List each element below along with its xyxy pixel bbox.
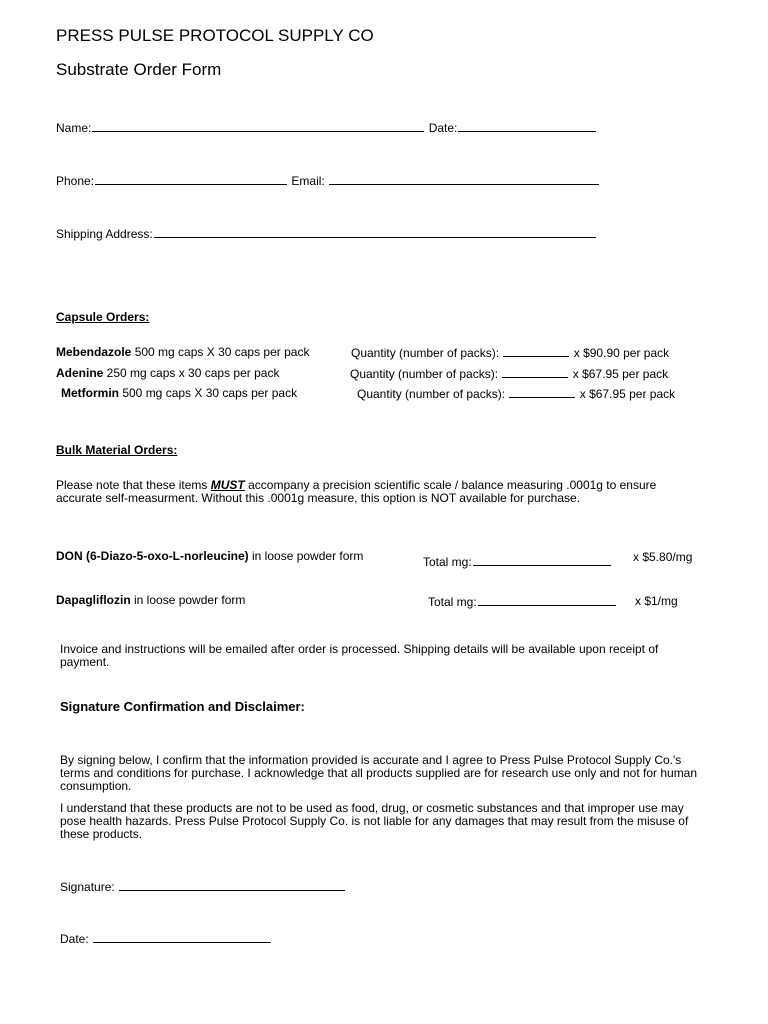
signature-heading: Signature Confirmation and Disclaimer: — [60, 699, 305, 714]
item-desc: 500 mg caps X 30 caps per pack — [119, 386, 298, 400]
bulk-item-dapagliflozin — [56, 593, 245, 607]
item-name: DON (6-Diazo-5-oxo-L-norleucine) — [56, 549, 249, 563]
bulk-note-text-1: Please note that these items — [56, 478, 211, 492]
item-desc: in loose powder form — [130, 593, 246, 607]
capsule-qty-adenine — [350, 366, 668, 381]
date-label: Date: — [428, 121, 458, 135]
invoice-note: Invoice and instructions will be emailed after order is processed. Shipping details will be available upon receipt of payment. — [60, 642, 659, 669]
signature-label: Signature: — [60, 880, 115, 894]
capsule-qty-metformin — [357, 386, 675, 401]
bulk-orders-heading: Bulk Material Orders: — [56, 443, 178, 457]
bulk-item-don — [56, 549, 363, 563]
name-label: Name: — [56, 121, 92, 135]
qty-label: Quantity (number of packs): — [350, 367, 499, 381]
qty-label: Quantity (number of packs): — [357, 387, 506, 401]
disclaimer-paragraph-1: By signing below, I confirm that the information provided is accurate and I agree to Press Pulse Protocol Supply Co.'s terms and conditions for purchase. I acknowledge that all products supplied are for research use only and not for human consumption. — [60, 753, 698, 793]
bulk-price-dapagliflozin: x $1/mg — [635, 594, 678, 608]
bulk-note-text-2: accompany a precision scientific scale / balance measuring .0001g to ensure accurate self-measurment. Without this .0001g measure, this option is NOT available for purchase. — [56, 478, 657, 505]
item-name: Adenine — [56, 366, 104, 380]
capsule-orders-heading: Capsule Orders: — [56, 310, 150, 324]
item-price: x $67.95 per pack — [579, 387, 676, 401]
bulk-note-emphasis: MUST — [210, 478, 245, 492]
bulk-price-don: x $5.80/mg — [633, 550, 693, 564]
name-field[interactable] — [92, 120, 424, 132]
signature-date-label: Date: — [60, 932, 89, 946]
phone-field[interactable] — [95, 173, 287, 185]
signature-date-row — [60, 931, 272, 946]
qty-field-mebendazole[interactable] — [503, 345, 569, 357]
email-label: Email: — [291, 174, 325, 188]
bulk-note — [56, 479, 696, 505]
signature-date-field[interactable] — [93, 931, 271, 943]
total-field-dapagliflozin[interactable] — [478, 594, 616, 606]
item-price: x $90.90 per pack — [573, 346, 670, 360]
address-label: Shipping Address: — [56, 227, 153, 241]
capsule-item-mebendazole — [56, 345, 309, 359]
total-label: Total mg: — [423, 555, 472, 569]
item-name: Mebendazole — [56, 345, 132, 359]
email-field[interactable] — [329, 173, 599, 185]
qty-field-adenine[interactable] — [502, 366, 568, 378]
address-row — [56, 226, 597, 241]
phone-label: Phone: — [56, 174, 95, 188]
item-desc: 500 mg caps X 30 caps per pack — [131, 345, 310, 359]
capsule-item-metformin — [61, 386, 297, 400]
item-desc: in loose powder form — [248, 549, 364, 563]
qty-field-metformin[interactable] — [509, 386, 575, 398]
bulk-total-dapagliflozin — [428, 594, 617, 609]
signature-field[interactable] — [119, 879, 345, 891]
item-price: x $67.95 per pack — [572, 367, 669, 381]
item-name: Metformin — [61, 386, 119, 400]
company-name: PRESS PULSE PROTOCOL SUPPLY CO — [56, 26, 374, 45]
name-row — [56, 120, 597, 135]
signature-row — [60, 879, 346, 894]
capsule-item-adenine — [56, 366, 279, 380]
date-field[interactable] — [458, 120, 596, 132]
bulk-total-don — [423, 554, 612, 569]
capsule-qty-mebendazole — [351, 345, 669, 360]
phone-row — [56, 173, 600, 188]
form-title: Substrate Order Form — [56, 60, 222, 79]
total-field-don[interactable] — [473, 554, 611, 566]
item-name: Dapagliflozin — [56, 593, 131, 607]
item-desc: 250 mg caps x 30 caps per pack — [103, 366, 280, 380]
address-field[interactable] — [154, 226, 596, 238]
total-label: Total mg: — [428, 595, 477, 609]
disclaimer-paragraph-2: I understand that these products are not to be used as food, drug, or cosmetic substances and that improper use may pose health hazards. Press Pulse Protocol Supply Co. is not liable for any damages that may result from the misuse of these products. — [60, 801, 689, 841]
qty-label: Quantity (number of packs): — [351, 346, 500, 360]
